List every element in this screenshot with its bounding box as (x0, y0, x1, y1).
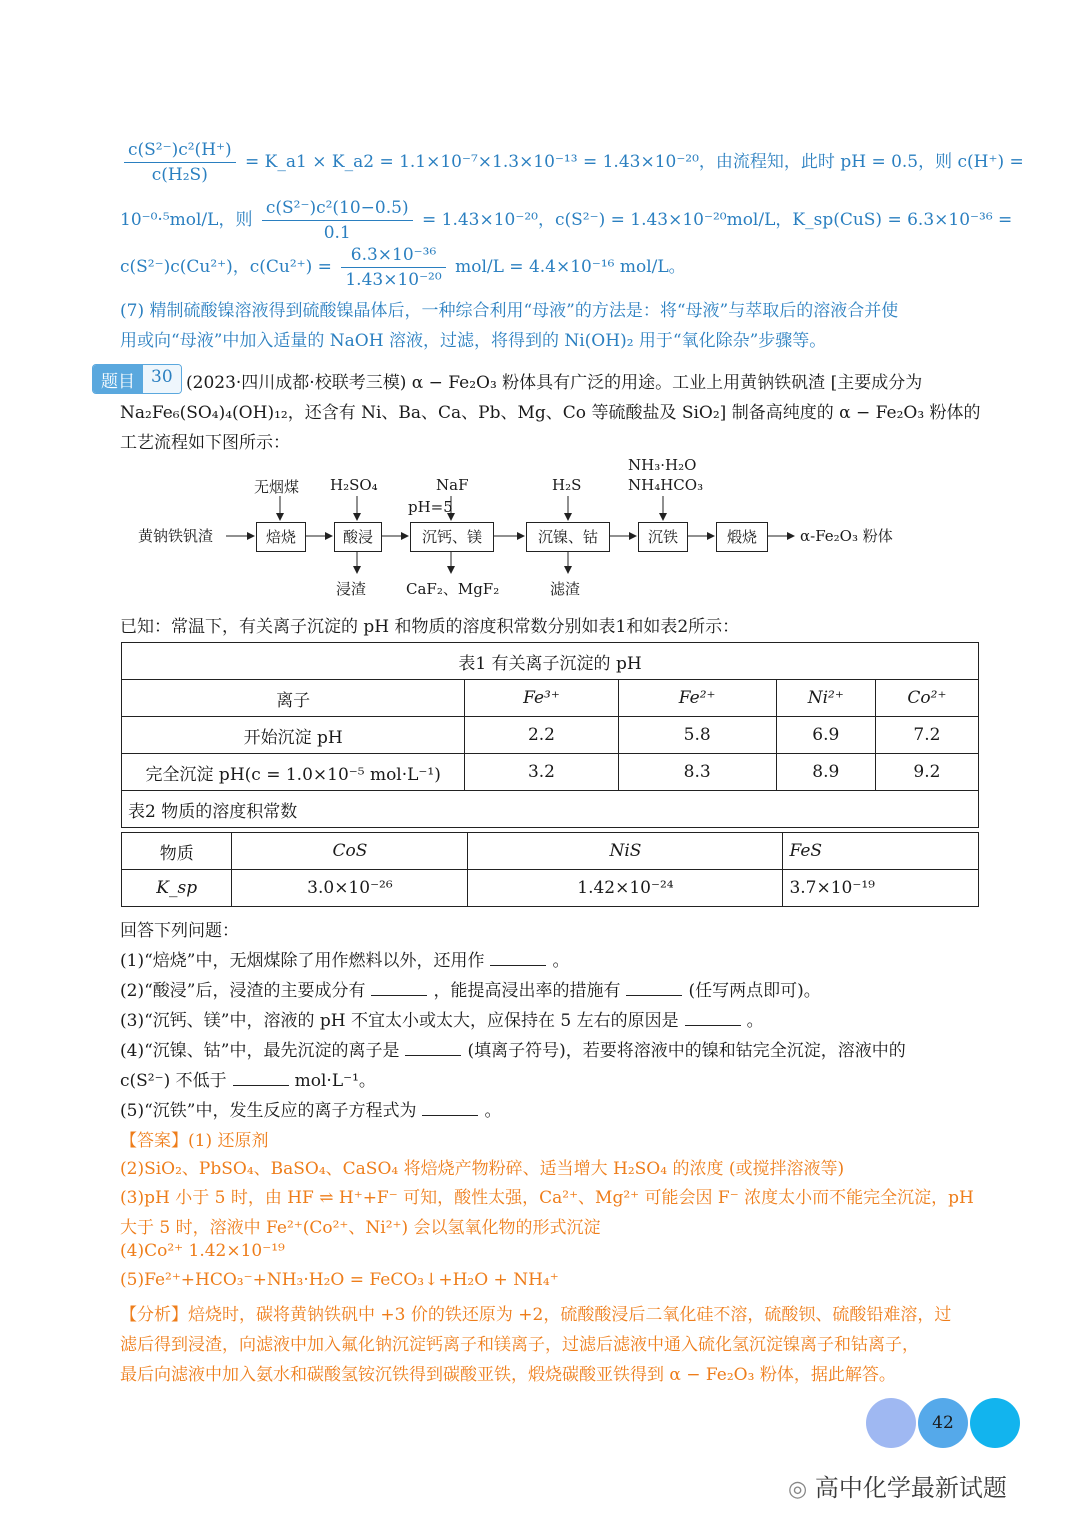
answer-1: 【答案】(1) 还原剂 (120, 1131, 269, 1151)
question-4 (120, 1036, 906, 1061)
question-text: c(S²⁻) 不低于 (120, 1071, 227, 1091)
table2-header-fes: FeS (783, 833, 979, 870)
question-text: (5)“沉铁”中，发生反应的离子方程式为 (120, 1101, 417, 1121)
answer-blank[interactable] (422, 1101, 478, 1116)
table1-cell: 2.2 (465, 717, 618, 754)
page-number: 42 (918, 1398, 968, 1448)
flow-step-precip-ca-mg: 沉钙、镁 (410, 522, 494, 552)
answer-blank[interactable] (405, 1041, 461, 1056)
answer-blank[interactable] (685, 1011, 741, 1026)
table2-title: 表2 物质的溶度积常数 (122, 791, 979, 828)
table-row (122, 870, 979, 907)
answer-blank[interactable] (371, 981, 427, 996)
table1-cell: 9.2 (875, 754, 978, 791)
table1-cell: 5.8 (618, 717, 776, 754)
ksp-equation-line2 (120, 198, 1012, 243)
analysis-line3: 最后向滤液中加入氨水和碳酸氢铵沉铁得到碳酸亚铁，煅烧碳酸亚铁得到 α − Fe₂O₃ 粉体，据此解答。 (120, 1365, 896, 1385)
question-text: (2)“酸浸”后，浸渣的主要成分有 (120, 981, 366, 1001)
question-4b (120, 1066, 376, 1091)
fraction-numerator: c(S²⁻)c²(10−0.5) (262, 198, 413, 221)
input-h2s: H₂S (552, 476, 582, 494)
cu-fraction (341, 245, 445, 290)
problem-stem-line3: 工艺流程如下图所示： (120, 433, 290, 453)
table1-cell: 3.2 (465, 754, 618, 791)
table1-cell: 开始沉淀 pH (122, 717, 465, 754)
table-row (122, 717, 979, 754)
question-1 (120, 946, 569, 971)
item7-line1: (7) 精制硫酸镍溶液得到硫酸镍晶体后，一种综合利用“母液”的方法是：将“母液”与萃取后的溶液合并使 (120, 301, 899, 321)
problem-stem-line2: Na₂Fe₆(SO₄)₄(OH)₁₂，还含有 Ni、Ba、Ca、Pb、Mg、Co 等硫酸盐及 SiO₂] 制备高纯度的 α − Fe₂O₃ 粉体的 (120, 403, 981, 423)
output-leach-residue: 浸渣 (336, 580, 367, 598)
equation-prefix: c(S²⁻)c(Cu²⁺)，c(Cu²⁺) = (120, 257, 332, 277)
table1-header-ion: 离子 (122, 680, 465, 717)
table1-cell: 8.9 (776, 754, 875, 791)
question-text: mol·L⁻¹。 (294, 1071, 376, 1091)
input-nh4hco3: NH₄HCO₃ (628, 476, 704, 494)
table2-cell: K_sp (122, 870, 232, 907)
known-conditions: 已知：常温下，有关离子沉淀的 pH 和物质的溶度积常数分别如表1和如表2所示： (120, 617, 740, 637)
question-text: 。 (746, 1011, 764, 1031)
page-circle-left (866, 1398, 916, 1448)
input-ph5: pH=5 (408, 498, 453, 516)
table1-cell: 7.2 (875, 717, 978, 754)
input-h2so4: H₂SO₄ (330, 476, 378, 494)
table1-header-fe2: Fe²⁺ (618, 680, 776, 717)
fraction-denominator: 0.1 (323, 223, 351, 243)
answer-3-line1: (3)pH 小于 5 时，由 HF ⇌ H⁺+F⁻ 可知，酸性太强，Ca²⁺、Mg²⁺ 可能会因 F⁻ 浓度太小而不能完全沉淀，pH (120, 1188, 974, 1208)
question-text: 。 (484, 1101, 502, 1121)
question-text: (4)“沉镍、钴”中，最先沉淀的离子是 (120, 1041, 400, 1061)
table2-header-nis: NiS (468, 833, 783, 870)
table1-cell: 完全沉淀 pH(c = 1.0×10⁻⁵ mol·L⁻¹) (122, 754, 465, 791)
flow-step-calcine: 煅烧 (716, 522, 768, 552)
flow-step-roast: 焙烧 (256, 522, 306, 552)
question-5 (120, 1096, 501, 1121)
equation-suffix: mol/L = 4.4×10⁻¹⁶ mol/L。 (455, 257, 686, 277)
table1-cell: 6.9 (776, 717, 875, 754)
ksp-equation-line3 (120, 245, 686, 290)
table1-title: 表1 有关离子沉淀的 pH (122, 643, 979, 680)
flow-start: 黄钠铁钒渣 (138, 527, 214, 545)
question-text: 。 (552, 951, 570, 971)
item7-line2: 用或向“母液”中加入适量的 NaOH 溶液，过滤，将得到的 Ni(OH)₂ 用于“氧化除杂”步骤等。 (120, 331, 827, 351)
page-circle-right (970, 1398, 1020, 1448)
table1-header-co2: Co²⁺ (875, 680, 978, 717)
flow-step-acid-leach: 酸浸 (334, 522, 382, 552)
answer-2: (2)SiO₂、PbSO₄、BaSO₄、CaSO₄ 将焙烧产物粉碎、适当增大 H₂SO₄ 的浓度 (或搅拌溶液等) (120, 1159, 845, 1179)
table2-cell: 3.7×10⁻¹⁹ (783, 870, 979, 907)
table2-header-cos: CoS (232, 833, 468, 870)
process-flow-chart (130, 452, 930, 602)
conc-fraction (262, 198, 413, 243)
answer-blank[interactable] (626, 981, 682, 996)
answer-blank[interactable] (490, 951, 546, 966)
fraction-denominator: c(H₂S) (151, 165, 208, 185)
table1-header-fe3: Fe³⁺ (465, 680, 618, 717)
output-caf2-mgf2: CaF₂、MgF₂ (406, 580, 500, 598)
footer-text: 高中化学最新试题 (814, 1474, 1007, 1502)
analysis-line1: 【分析】焙烧时，碳将黄钠铁矾中 +3 价的铁还原为 +2，硫酸酸浸后二氧化硅不溶，硫酸钡、硫酸铅难溶，过 (120, 1305, 952, 1325)
input-naf: NaF (436, 476, 469, 494)
fraction-numerator: c(S²⁻)c²(H⁺) (124, 140, 236, 163)
question-2 (120, 976, 821, 1001)
answer-4: (4)Co²⁺ 1.42×10⁻¹⁹ (120, 1241, 285, 1261)
flow-step-precip-fe: 沉铁 (638, 522, 688, 552)
ksp-fraction (124, 140, 236, 185)
flow-product: α-Fe₂O₃ 粉体 (800, 527, 893, 545)
table2-cell: 3.0×10⁻²⁶ (232, 870, 468, 907)
answer-5: (5)Fe²⁺+HCO₃⁻+NH₃·H₂O = FeCO₃↓+H₂O + NH₄⁺ (120, 1270, 559, 1290)
ksp-equation-line1 (120, 140, 1024, 185)
equation-prefix: 10⁻⁰·⁵mol/L，则 (120, 210, 253, 230)
fraction-numerator: 6.3×10⁻³⁶ (341, 245, 445, 268)
question-3 (120, 1006, 764, 1031)
badge-number: 30 (143, 365, 181, 393)
answer-blank[interactable] (233, 1071, 289, 1086)
badge-label: 题目 (93, 365, 143, 393)
equation-rhs: = K_a1 × K_a2 = 1.1×10⁻⁷×1.3×10⁻¹³ = 1.43×10⁻²⁰，由流程知，此时 pH = 0.5，则 c(H⁺) = (245, 152, 1024, 172)
table-row (122, 754, 979, 791)
question-text: ，能提高浸出率的措施有 (433, 981, 621, 1001)
output-filter-residue: 滤渣 (550, 580, 581, 598)
fraction-denominator: 1.43×10⁻²⁰ (345, 270, 442, 290)
wechat-icon: ◎ (788, 1477, 808, 1502)
question-text: (填离子符号)，若要将溶液中的镍和钴完全沉淀，溶液中的 (467, 1041, 906, 1061)
answer-3-line2: 大于 5 时，溶液中 Fe²⁺(Co²⁺、Ni²⁺) 会以氢氧化物的形式沉淀 (120, 1218, 601, 1238)
table2-cell: 1.42×10⁻²⁴ (468, 870, 783, 907)
table1-cell: 8.3 (618, 754, 776, 791)
questions-intro: 回答下列问题： (120, 921, 239, 941)
table2-header-substance: 物质 (122, 833, 232, 870)
problem-stem-line1: (2023·四川成都·校联考三模) α − Fe₂O₃ 粉体具有广泛的用途。工业上用黄钠铁矾渣 [主要成分为 (186, 373, 923, 393)
input-nh3-h2o: NH₃·H₂O (628, 456, 697, 474)
question-text: (1)“焙烧”中，无烟煤除了用作燃料以外，还用作 (120, 951, 485, 971)
question-text: (3)“沉钙、镁”中，溶液的 pH 不宜太小或太大，应保持在 5 左右的原因是 (120, 1011, 679, 1031)
question-text: (任写两点即可)。 (688, 981, 821, 1001)
table2 (121, 832, 979, 907)
footer-watermark (788, 1468, 1007, 1503)
input-anthracite: 无烟煤 (254, 478, 300, 496)
analysis-line2: 滤后得到浸渣，向滤液中加入氟化钠沉淀钙离子和镁离子，过滤后滤液中通入硫化氢沉淀镍离子和钴离子， (120, 1335, 919, 1355)
problem-badge (92, 364, 182, 394)
data-table (121, 642, 979, 828)
equation-suffix: = 1.43×10⁻²⁰，c(S²⁻) = 1.43×10⁻²⁰mol/L，K_sp(CuS) = 6.3×10⁻³⁶ = (422, 210, 1013, 230)
flow-step-precip-ni-co: 沉镍、钴 (526, 522, 610, 552)
table1-header-ni2: Ni²⁺ (776, 680, 875, 717)
